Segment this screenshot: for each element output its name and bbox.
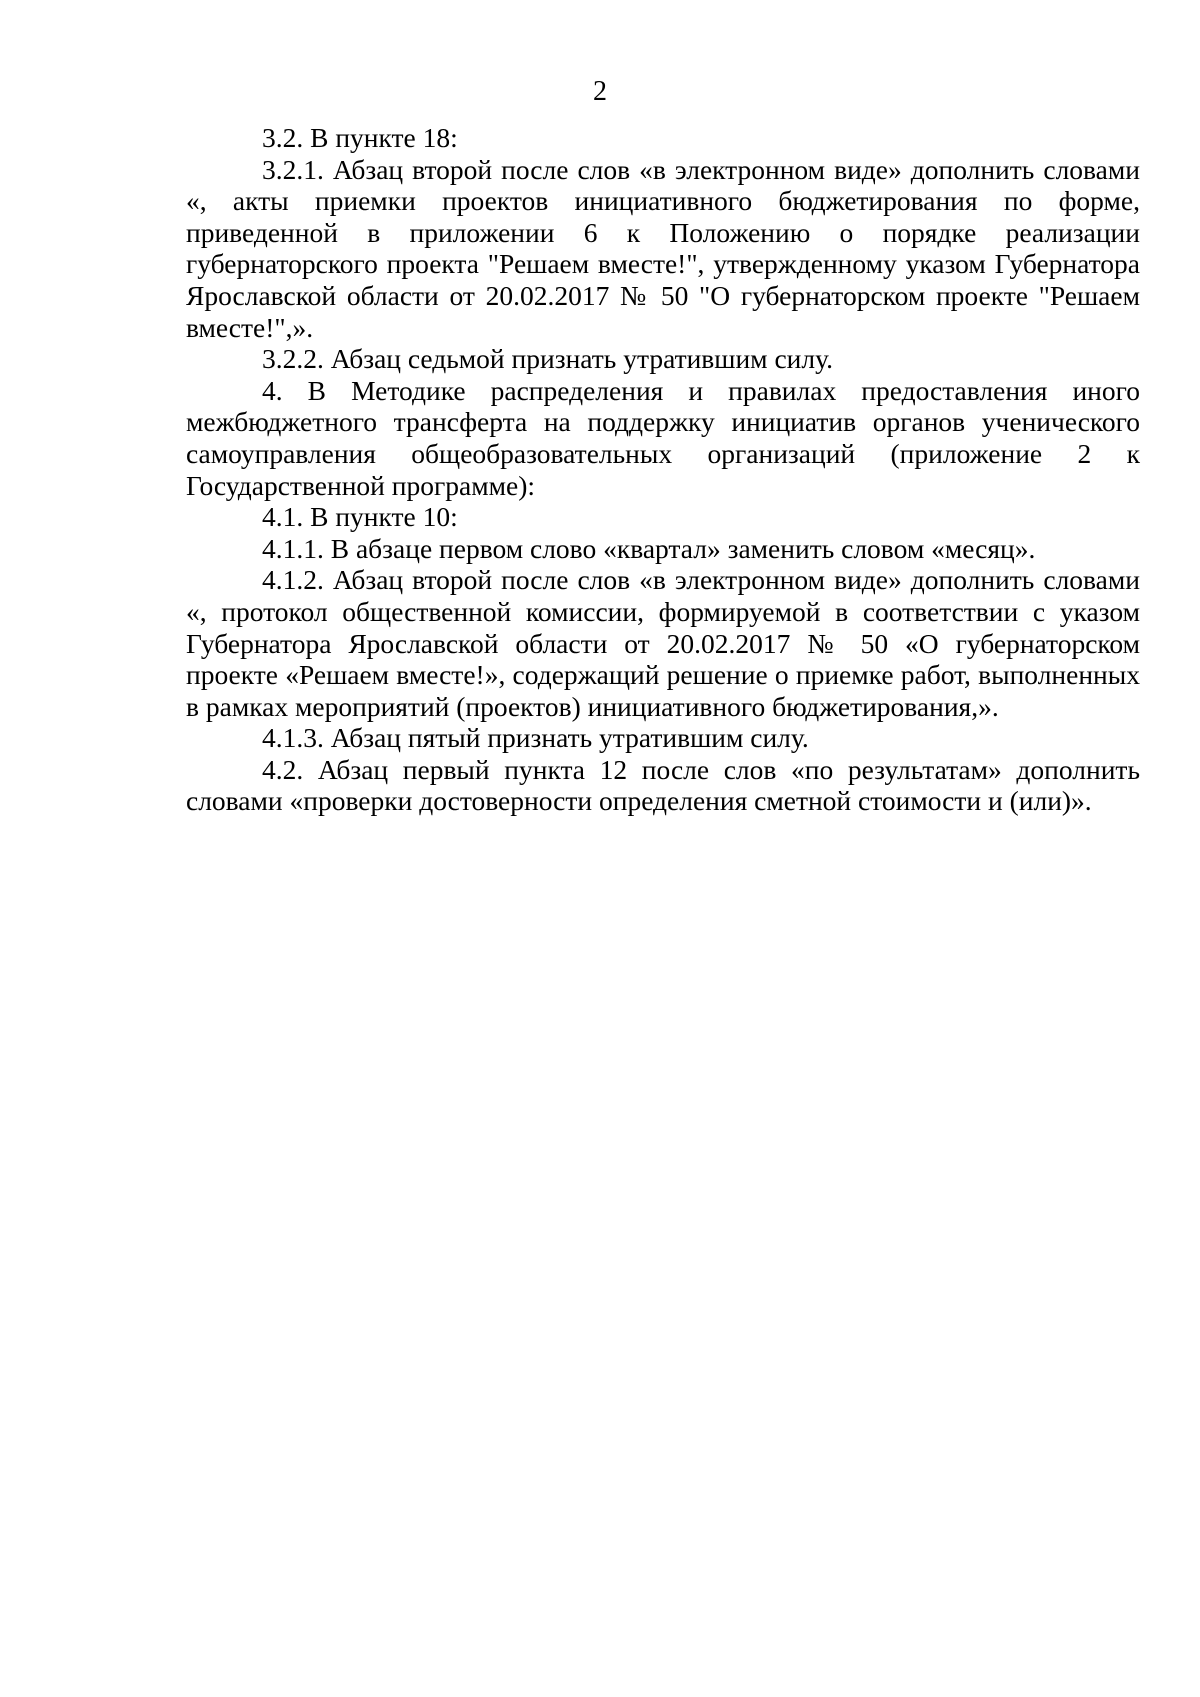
paragraph-4-1-1: 4.1.1. В абзаце первом слово «квартал» заменить словом «месяц». — [262, 532, 1036, 564]
paragraph-3-2-1: 3.2.1. Абзац второй после слов «в электронном виде» дополнить словами «, акты приемки проектов инициативного бюджетирования по форме, приведенной в приложении 6 к Положению о порядке реализации губернаторского проекта "Решаем вместе!", утвержденному указом Губернатора Ярославской области от 20.02.2017 № 50 "О губернаторском проекте "Решаем вместе!",». — [186, 153, 1140, 343]
paragraph-4-1: 4.1. В пункте 10: — [262, 501, 458, 533]
paragraph-4-2: 4.2. Абзац первый пункта 12 после слов «по результатам» дополнить словами «проверки достоверности определения сметной стоимости и (или)». — [186, 753, 1140, 817]
paragraph-4: 4. В Методике распределения и правилах предоставления иного межбюджетного трансферта на поддержку инициатив органов ученического самоуправления общеобразовательных организаций (приложение 2 к Государственной программе): — [186, 374, 1140, 501]
paragraph-4-1-2: 4.1.2. Абзац второй после слов «в электронном виде» дополнить словами «, протокол общественной комиссии, формируемой в соответствии с указом Губернатора Ярославской области от 20.02.2017 № 50 «О губернаторском проекте «Решаем вместе!», содержащий решение о приемке работ, выполненных в рамках мероприятий (проектов) инициативного бюджетирования,». — [186, 564, 1140, 722]
document-body — [186, 122, 1140, 817]
page-number: 2 — [593, 76, 607, 107]
paragraph-4-1-3: 4.1.3. Абзац пятый признать утратившим силу. — [262, 722, 809, 754]
paragraph-3-2: 3.2. В пункте 18: — [262, 122, 458, 153]
paragraph-3-2-2: 3.2.2. Абзац седьмой признать утратившим силу. — [262, 343, 833, 375]
